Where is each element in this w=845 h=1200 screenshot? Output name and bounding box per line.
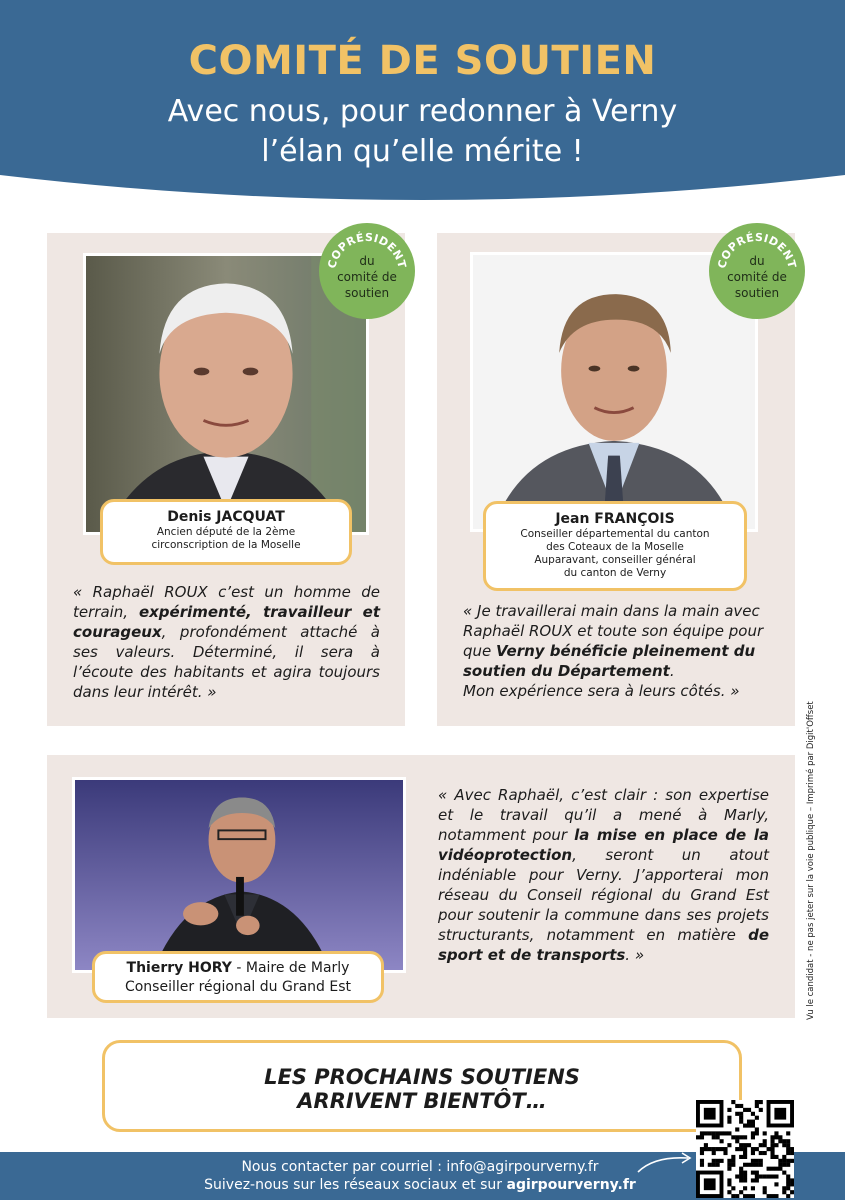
copresident-badge <box>319 223 415 319</box>
namebox-thierry-hory <box>92 951 384 1003</box>
photo-thierry-hory <box>72 777 406 973</box>
namebox-denis-jacquat <box>100 499 352 565</box>
supporter-name: Thierry HORY <box>126 960 232 976</box>
badge-label: du comité de soutien <box>337 254 397 300</box>
contact-email-line[interactable]: Nous contacter par courriel : info@agirpourverny.fr <box>241 1159 599 1175</box>
badge-arc-text: COPRÉSIDENT <box>325 230 409 270</box>
supporter-role: du canton de Verny <box>563 567 667 579</box>
supporter-role: Auparavant, conseiller général <box>534 554 696 566</box>
supporter-role: Ancien député de la 2ème <box>156 526 296 538</box>
footer-contact <box>150 1158 690 1194</box>
supporter-role: Conseiller départemental du canton <box>520 528 710 540</box>
upcoming-supporters-banner: LES PROCHAINS SOUTIENS ARRIVENT BIENTÔT… <box>102 1040 742 1132</box>
supporter-name: Jean FRANÇOIS <box>555 511 675 527</box>
website-link[interactable]: agirpourverny.fr <box>506 1177 636 1193</box>
supporter-name: Denis JACQUAT <box>167 509 285 525</box>
legal-mention: Vu le candidat - ne pas jeter sur la voie publique – Imprimé par Digit'Offset <box>806 701 816 1020</box>
namebox-jean-francois <box>483 501 747 591</box>
supporter-role: des Coteaux de la Moselle <box>546 541 684 553</box>
social-line: Suivez-nous sur les réseaux sociaux et sur agirpourverny.fr <box>204 1177 636 1193</box>
supporter-role: - Maire de Marly <box>231 960 350 976</box>
copresident-badge <box>709 223 805 319</box>
page-subtitle: Avec nous, pour redonner à Verny l’élan qu’elle mérite ! <box>167 94 678 169</box>
supporter-card-hory <box>47 755 795 1018</box>
qr-code-icon[interactable] <box>696 1100 794 1198</box>
curved-arrow-icon <box>634 1150 696 1174</box>
quote-thierry-hory: « Avec Raphaël, c’est clair : son expertise et le travail qu’il a mené à Marly, notamment pour la mise en place de la vidéoprotection, seront un atout indéniable pour Verny. J’apporterai mon réseau du Conseil régional du Grand Est pour soutenir la commune dans ses projets structurants, notamment en matière de sport et de transports. » <box>438 786 769 964</box>
supporter-role: circonscription de la Moselle <box>151 539 301 551</box>
quote-jean-francois: « Je travaillerai main dans la main avec Raphaël ROUX et toute son équipe pour que Verny bénéficie pleinement du soutien du Département. Mon expérience sera à leurs côtés. » <box>463 602 764 700</box>
badge-label: du comité de soutien <box>727 254 787 300</box>
quote-denis-jacquat: « Raphaël ROUX c’est un homme de terrain, expérimenté, travailleur et courageux, profondément attaché à ses valeurs. Déterminé, il sera à l’écoute des habitants et agira toujours dans leur intérêt. » <box>73 583 380 701</box>
page-title: COMITÉ DE SOUTIEN <box>188 38 657 84</box>
badge-arc-text: COPRÉSIDENT <box>715 230 799 270</box>
supporter-role: Conseiller régional du Grand Est <box>124 979 352 995</box>
